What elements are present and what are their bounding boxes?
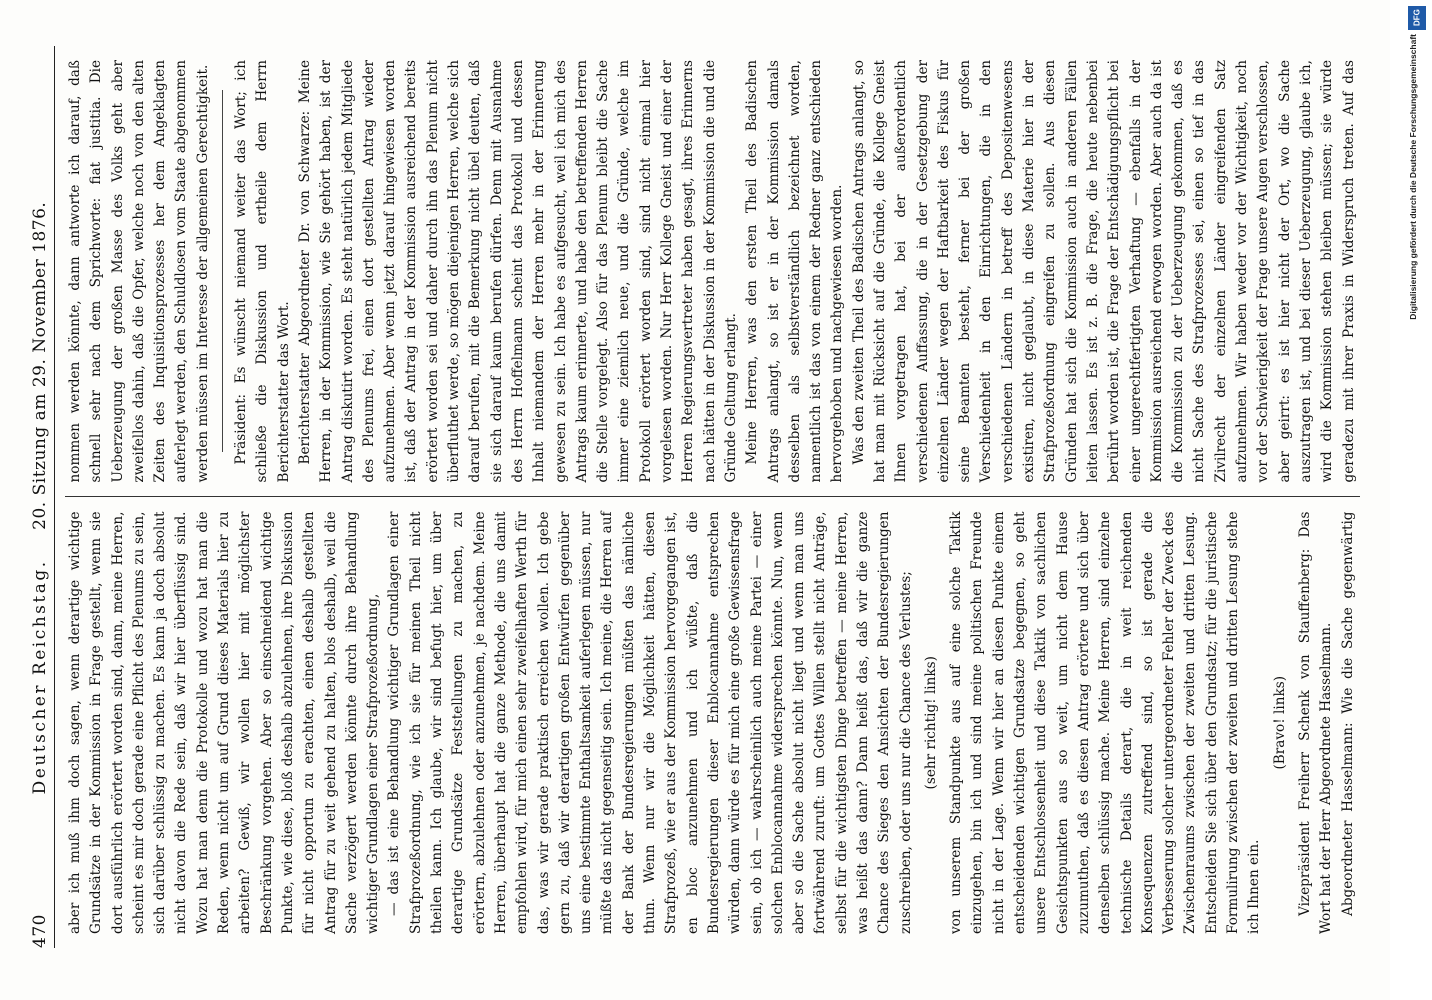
- paragraph: Meine Herren, was den ersten Theil des Badischen Antrags anlangt, so ist er in der Kommission damals desselben als selbstverständlich bezeichnet worden, namentlich ist das von einem der Redner ganz entschieden hervorgehoben und nachgewiesen worden.: [744, 60, 846, 483]
- digitization-sidebar: [1400, 0, 1432, 1000]
- section-divider: [222, 90, 223, 453]
- interjection: (sehr richtig! links): [922, 656, 939, 790]
- column-right: [65, 46, 1360, 497]
- paragraph: nommen werden könnte, dann antworte ich darauf, daß schnell sehr nach dem Sprichworte: fiat justitia. Die Ueberzeugung der großen Masse des Volks geht aber zweifellos dahin, daß die Opfer, welche noch von den alten Zeiten des Inquisitionsprozesses her dem Angeklagten auferlegt werden, den Schuldlosen vom Staate abgenommen werden müssen im Interesse der allgemeinen Gerechtigkeit.: [67, 60, 211, 483]
- header-title: Deutscher Reichstag.: [30, 559, 50, 795]
- paragraph: aber ich muß ihm doch sagen, wenn derartige wichtige Grundsätze in der Kommission in Frage gestellt, wenn sie dort ausführlich erörtert worden sind, dann, meine Herren, scheint es mir doch gerade eine Pflicht des Plenums zu sein, sich darüber schlüssig zu machen. Es kann ja doch absolut nicht davon die Rede sein, daß wir hier überflüssig sind. Wozu hat man denn die Protokolle und wozu hat man die Reden, wenn nicht um auf Grund dieses Materials hier zu arbeiten? Gewiß, wir wollen hier mit möglichster Beschränkung vorgehen. Aber so einschneidend wichtige Punkte, wie diese, bloß deshalb abzulehnen, ihre Diskussion für nicht opportun zu erachten, einen deshalb gestellten Antrag für zu weit gehend zu halten, blos deshalb, weil die Sache verzögert werden könnte durch ihre Behandlung wichtiger Grundlagen einer Strafprozeßordnung,: [67, 511, 382, 934]
- speaker-paragraph: Präsident: Es wünscht niemand weiter das Wort; ich schließe die Diskussion und ertheile dem Herrn Berichterstatter das Wort.: [233, 60, 292, 483]
- column-left: [65, 498, 1360, 949]
- interjection: (Bravo! links): [1271, 676, 1288, 770]
- running-head: [30, 46, 55, 948]
- page-title: [30, 82, 50, 914]
- text-columns: [65, 46, 1360, 948]
- column-divider: [65, 497, 1360, 498]
- paragraph: — das ist eine Behandlung wichtiger Grundlagen einer Strafprozeßordnung, wie ich sie für meinen Theil nicht theilen kann. Ich glaube, wir sind befugt hier, um über derartige Grundsätze Feststellungen zu machen, zu erörtern, abzulehnen oder anzunehmen, je nachdem. Meine Herren, überhaupt hat die ganze Methode, die uns damit empfohlen wird, für mich einen sehr zweifelhaften Werth für das, was wir gerade praktisch erreichen wollen. Ich gebe gern zu, daß wir derartigen großen Entwürfen gegenüber uns eine bestimmte Enthaltsamkeit auferlegen müssen, nur müßte das nicht gegenseitig sein. Ich meine, die Herren auf der Bank der Bundesregierungen müßten das nämliche thun. Wenn nur wir die Möglichkeit hätten, diesen Strafprozeß, wie er aus der Kommission hervorgegangen ist, en bloc anzunehmen und ich wüßte, daß die Bundesregierungen dieser Enblocannahme entsprechen würden, dann würde es für mich eine große Gewissensfrage sein, ob ich — wahrscheinlich auch meine Partei — einer solchen Enblocannahme widersprechen könnte. Nun, wenn aber so die Sache absolut nicht liegt und wenn man uns fortwährend zuruft: um Gottes Willen stellt nicht Anträge, selbst für die wichtigsten Dinge betreffen — meine Herren, was heißt das dann? Dann heißt das, daß wir die ganze Chance des Sieges den Ansichten der Bundesregierungen zuschreiben, oder uns nur die Chance des Verlustes;: [386, 511, 914, 934]
- digitization-credit: Digitalisierung gefördert durch die Deutsche Forschungsgemeinschaft: [1408, 34, 1418, 320]
- speaker-paragraph: Vizepräsident Freiherr Schenk von Stauffenberg: Das Wort hat der Herr Abgeordnete Hasselmann.: [1296, 511, 1335, 934]
- speaker-paragraph: Abgeordneter Hasselmann: Wie die Sache gegenwärtig: [1339, 511, 1356, 916]
- header-session: 20. Sitzung am 29. November 1876.: [30, 201, 50, 530]
- paragraph: von unserem Standpunkte aus auf eine solche Taktik einzugehen, bin ich und sind meine politischen Freunde nicht in der Lage. Wenn wir hier an diesen Punkte einem entscheidenden wichtigen Grundsatze begegnen, so geht unsere Entschlossenheit und diese Taktik von sachlichen Gesichtspunkten aus so weit, um nicht dem Hause zuzumuthen, daß es diesen Antrag erörtere und sich über denselben schlüssig mache. Meine Herren, sind einzelne technische Details derart, die in weit reichenden Konsequenzen zutreffend sind, so ist gerade die Verbesserung solcher untergeordneter Fehler der Zweck des Zwischenraums zwischen der zweiten und dritten Lesung. Entscheiden Sie sich über den Grundsatz; für die juristische Formulirung zwischen der zweiten und dritten Lesung stehe ich Ihnen ein.: [948, 511, 1263, 934]
- page-number: 470: [30, 914, 50, 948]
- paragraph: Was den zweiten Theil des Badischen Antrags anlangt, so hat man mit Rücksicht auf die Gründe, die Kollege Gneist Ihnen vorgetragen hat, bei der außerordentlich verschiedenen Auffassung, die in der Gesetzgebung der einzelnen Länder wegen der Haftbarkeit des Fiskus für seine Beamten besteht, ferner bei der großen Verschiedenheit in den Einrichtungen, die in den verschiedenen Ländern in betreff des Depositenwesens existiren, nicht geglaubt, in diese Materie hier in der Strafprozeßordnung eingreifen zu sollen. Aus diesen Gründen hat sich die Kommission auch in anderen Fällen leiten lassen. Es ist z. B. die Frage, die heute nebenbei berührt worden ist, die Frage der Entschädigungspflicht bei einer ungerechtfertigten Verhaftung — ebenfalls in der Kommission ausreichend erwogen worden. Aber auch da ist die Kommission zu der Ueberzeugung gekommen, daß es nicht Sache des Strafprozesses sei, einen so tief in das Zivilrecht der einzelnen Länder eingreifenden Satz aufzunehmen. Wir haben weder vor der Wichtigkeit, noch vor der Schwierigkeit der Frage unsere Augen verschlossen, aber geirrt: es ist hier nicht der Ort, wo die Sache auszutragen ist, und bei dieser Ueberzeugung, glaube ich, wird die Kommission stehen bleiben müssen; sie würde geradezu mit ihrer Praxis in Widerspruch treten. Auf das: [850, 60, 1357, 483]
- speaker-paragraph: Berichterstatter Abgeordneter Dr. von Schwarze: Meine Herren, in der Kommission, wie Sie gehört haben, ist der Antrag diskutirt worden. Es steht natürlich jedem Mitgliede des Plenums frei, einen dort gestellten Antrag wieder aufzunehmen. Aber wenn jetzt darauf hingewiesen worden ist, daß der Antrag in der Kommission ausreichend bereits erörtert worden sei und daher durch ihn das Plenum nicht überfluthet werde, so mögen diejenigen Herren, welche sich darauf berufen, mit die Bemerkung nicht übel deuten, daß sie sich darauf kaum berufen dürfen. Denn mit Ausnahme des Herrn Hoffelmann scheint das Protokoll und dessen Inhalt niemandem der Herren mehr in der Erinnerung gewesen zu sein. Ich habe es aufgesucht, weil ich mich des Antrags kaum erinnerte, und habe den betreffenden Herren die Stelle vorgelegt. Also für das Plenum bleibt die Sache immer eine ziemlich neue, und die Gründe, welche im Protokoll erörtert worden sind, sind nicht einmal hier vorgelesen worden. Nur Herr Kollege Gneist und einer der Herren Regierungsvertreter haben gesagt, ihres Erinnerns nach hätten in der Diskussion in der Kommission die und die Gründe Geltung erlangt.: [296, 60, 739, 483]
- dfg-logo: DFG: [1408, 6, 1426, 30]
